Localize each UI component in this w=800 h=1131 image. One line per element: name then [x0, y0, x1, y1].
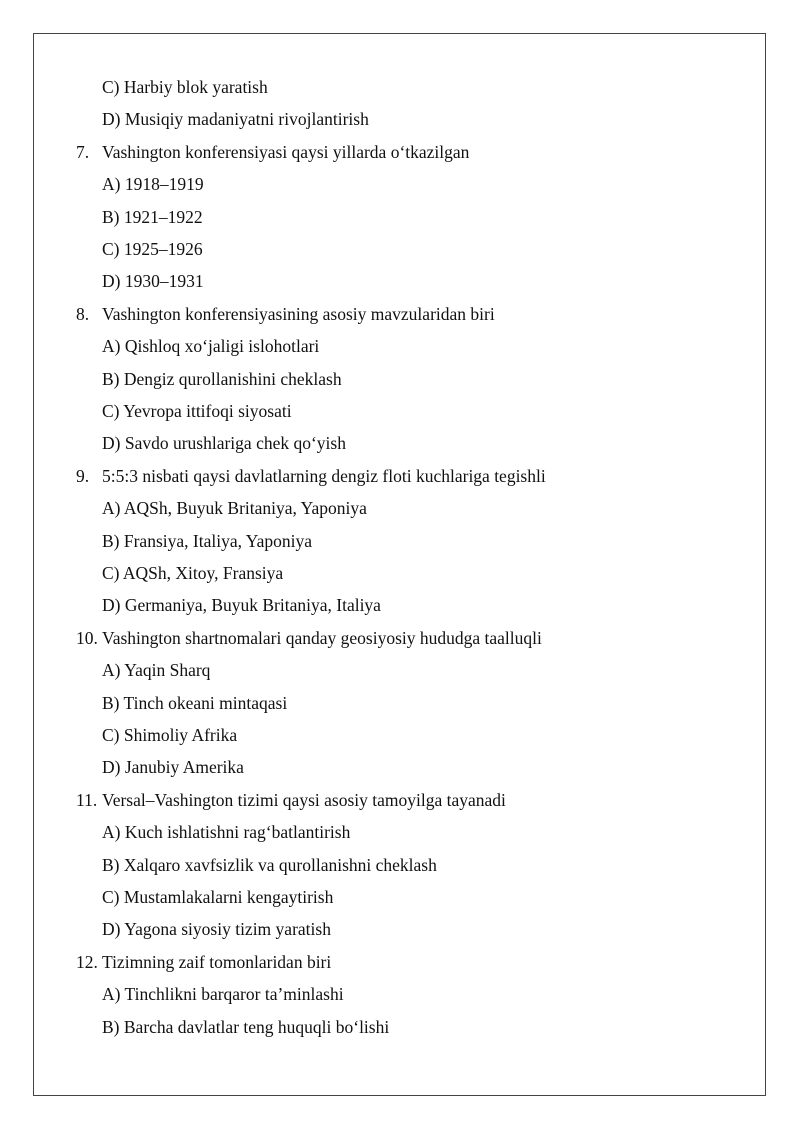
- answer-option: C) Yevropa ittifoqi siyosati: [102, 401, 292, 421]
- question-line: [76, 460, 546, 492]
- answer-option: C) Harbiy blok yaratish: [102, 77, 268, 97]
- question-line: [76, 298, 495, 330]
- answer-option: D) 1930–1931: [102, 271, 204, 292]
- question-line: [76, 784, 506, 816]
- answer-option: C) 1925–1926: [102, 239, 203, 259]
- answer-option: D) Janubiy Amerika: [102, 757, 244, 778]
- answer-option: B) Fransiya, Italiya, Yaponiya: [102, 530, 312, 551]
- answer-option: B) Dengiz qurollanishini cheklash: [102, 368, 342, 389]
- question-text: Vashington konferensiyasi qaysi yillarda o‘tkazilgan: [102, 141, 470, 162]
- question-text: Tizimning zaif tomonlaridan biri: [102, 951, 332, 972]
- answer-option: B) Tinch okeani mintaqasi: [102, 692, 288, 713]
- answer-option: A) Qishloq xo‘jaligi islohotlari: [102, 336, 320, 357]
- answer-option: A) 1918–1919: [102, 174, 204, 195]
- question-text: Vashington konferensiyasining asosiy mavzularidan biri: [102, 303, 495, 324]
- answer-option: A) Yaqin Sharq: [102, 660, 211, 681]
- answer-option: B) Xalqaro xavfsizlik va qurollanishni cheklash: [102, 854, 437, 875]
- question-text: Vashington shartnomalari qanday geosiyosiy hududga taalluqli: [102, 627, 542, 648]
- question-text: Versal–Vashington tizimi qaysi asosiy tamoyilga tayanadi: [102, 789, 506, 810]
- question-line: [76, 136, 469, 168]
- question-number: 12.: [76, 951, 98, 972]
- question-number: 11.: [76, 789, 98, 810]
- answer-option: B) Barcha davlatlar teng huquqli bo‘lishi: [102, 1016, 390, 1037]
- answer-option: C) Shimoliy Afrika: [102, 725, 238, 745]
- answer-option: D) Germaniya, Buyuk Britaniya, Italiya: [102, 595, 381, 616]
- question-line: [76, 946, 331, 978]
- question-number: 7.: [76, 141, 90, 162]
- question-number: 9.: [76, 465, 90, 486]
- answer-option: D) Savdo urushlariga chek qo‘yish: [102, 433, 346, 454]
- answer-option: D) Yagona siyosiy tizim yaratish: [102, 919, 331, 940]
- answer-option: A) AQSh, Buyuk Britaniya, Yaponiya: [102, 498, 367, 519]
- question-text: 5:5:3 nisbati qaysi davlatlarning dengiz floti kuchlariga tegishli: [102, 465, 546, 486]
- answer-option: A) Kuch ishlatishni rag‘batlantirish: [102, 822, 351, 843]
- question-number: 10.: [76, 627, 98, 648]
- answer-option: A) Tinchlikni barqaror ta’minlashi: [102, 984, 344, 1005]
- answer-option: C) AQSh, Xitoy, Fransiya: [102, 563, 284, 583]
- answer-option: C) Mustamlakalarni kengaytirish: [102, 887, 334, 907]
- answer-option: B) 1921–1922: [102, 206, 203, 227]
- question-number: 8.: [76, 303, 90, 324]
- answer-option: D) Musiqiy madaniyatni rivojlantirish: [102, 109, 369, 130]
- question-line: [76, 622, 542, 654]
